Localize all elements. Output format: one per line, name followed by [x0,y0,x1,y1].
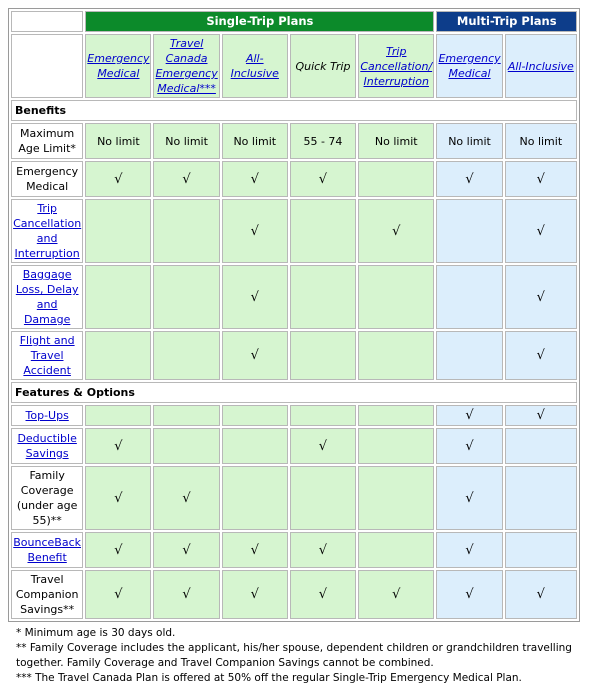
row-label-link[interactable]: Top-Ups [25,409,69,422]
check-mark-icon: √ [250,542,259,558]
cell-value: No limit [233,134,277,148]
value-cell [153,428,219,464]
value-cell [358,428,434,464]
check-mark-icon: √ [536,408,545,423]
row-label-cell [11,331,83,380]
value-cell [358,405,434,426]
footnote: ** Family Coverage includes the applicant, his/her spouse, dependent children or grandchildren travelling together. Family Coverage and Travel Companion Savings cannot be combined. [16,642,572,669]
feature-row [11,466,577,530]
plan-link[interactable]: Trip Cancellation/ Interruption [360,44,433,88]
value-cell [505,570,577,619]
section-header-row [11,382,577,403]
value-cell [290,161,356,197]
value-cell [358,570,434,619]
value-cell [290,570,356,619]
value-cell [290,405,356,426]
value-cell [436,405,502,426]
check-mark-icon: √ [536,171,545,187]
row-label-cell [11,265,83,329]
check-mark-icon: √ [114,490,123,506]
row-label-cell [11,428,83,464]
value-cell [85,428,151,464]
value-cell [436,199,502,263]
value-cell [358,161,434,197]
feature-row [11,428,577,464]
plan-name: Quick Trip [295,59,351,73]
value-cell [153,331,219,380]
plan-header-cell [290,34,356,98]
value-cell [85,161,151,197]
plan-name-row [11,34,577,98]
cell-value: No limit [97,134,140,148]
value-cell [505,405,577,426]
value-cell [505,161,577,197]
value-cell [153,265,219,329]
value-cell [222,405,288,426]
plan-comparison [8,8,580,684]
value-cell [505,466,577,530]
footnotes [16,626,590,686]
feature-row [11,199,577,263]
check-mark-icon: √ [318,587,328,602]
feature-row [11,161,577,197]
plan-link[interactable]: All-Inclusive [230,52,279,80]
row-label: Emergency Medical [16,165,79,193]
value-cell [358,123,434,159]
check-mark-icon: √ [114,587,123,602]
value-cell [358,331,434,380]
check-mark-icon: √ [250,223,259,239]
value-cell [358,466,434,530]
row-label-link[interactable]: Deductible Savings [17,432,77,460]
plan-header-cell [436,34,502,98]
row-label-link[interactable]: Trip Cancellation and Interruption [13,202,82,260]
cell-value: 55 - 74 [303,134,343,148]
cell-value: No limit [519,134,563,148]
value-cell [85,331,151,380]
value-cell [222,161,288,197]
value-cell [505,199,577,263]
value-cell [153,405,219,426]
plan-header-cell [85,34,151,98]
value-cell [85,265,151,329]
row-label-cell [11,532,83,568]
row-label-link[interactable]: Baggage Loss, Delay and Damage [15,268,79,326]
corner-cell [11,34,83,98]
check-mark-icon: √ [392,223,401,239]
value-cell [153,466,219,530]
check-mark-icon: √ [465,587,474,602]
value-cell [436,331,502,380]
value-cell [222,428,288,464]
value-cell [153,161,219,197]
value-cell [290,265,356,329]
value-cell [358,199,434,263]
value-cell [505,428,577,464]
value-cell [85,123,151,159]
value-cell [436,570,502,619]
check-mark-icon: √ [114,542,123,558]
section-header-row [11,100,577,121]
check-mark-icon: √ [536,289,545,305]
plan-link[interactable]: Emergency Medical [438,52,501,80]
row-label-cell [11,123,83,159]
value-cell [153,199,219,263]
check-mark-icon: √ [182,171,191,187]
check-mark-icon: √ [318,542,328,558]
value-cell [436,466,502,530]
cell-value: No limit [448,134,491,148]
check-mark-icon: √ [250,289,259,305]
value-cell [290,428,356,464]
value-cell [222,532,288,568]
check-mark-icon: √ [114,171,123,187]
plan-comparison-table [8,8,580,622]
value-cell [436,123,502,159]
cell-value: No limit [374,134,418,148]
value-cell [436,161,502,197]
feature-row [11,265,577,329]
value-cell [505,532,577,568]
section-title: Features & Options [11,382,577,403]
section-title: Benefits [11,100,577,121]
single-trip-plans-header: Single-Trip Plans [85,11,434,32]
value-cell [358,265,434,329]
value-cell [85,532,151,568]
value-cell [222,466,288,530]
group-header-row [11,11,577,32]
corner-cell [11,11,83,32]
row-label-link[interactable]: BounceBack Benefit [13,536,82,564]
feature-row [11,331,577,380]
value-cell [290,466,356,530]
value-cell [222,123,288,159]
plan-link[interactable]: Emergency Medical [87,52,150,80]
feature-row [11,570,577,619]
value-cell [85,466,151,530]
row-label-cell [11,570,83,619]
value-cell [290,123,356,159]
check-mark-icon: √ [465,408,474,423]
plan-header-cell [358,34,434,98]
value-cell [222,199,288,263]
cell-value: No limit [165,134,208,148]
check-mark-icon: √ [182,587,191,602]
plan-link[interactable]: Travel Canada Emergency Medical*** [155,37,218,95]
value-cell [436,428,502,464]
value-cell [153,532,219,568]
value-cell [505,123,577,159]
value-cell [85,570,151,619]
check-mark-icon: √ [318,171,328,187]
value-cell [85,405,151,426]
plan-header-cell [505,34,577,98]
value-cell [505,331,577,380]
value-cell [153,570,219,619]
value-cell [222,331,288,380]
check-mark-icon: √ [250,587,259,602]
check-mark-icon: √ [465,171,474,187]
check-mark-icon: √ [250,348,259,363]
feature-row [11,123,577,159]
value-cell [358,532,434,568]
value-cell [436,265,502,329]
footnote: *** The Travel Canada Plan is offered at 50% off the regular Single-Trip Emergency Medical Plan. [16,672,522,684]
value-cell [290,199,356,263]
check-mark-icon: √ [392,587,401,602]
check-mark-icon: √ [182,542,191,558]
footnote: * Minimum age is 30 days old. [16,627,176,639]
value-cell [153,123,219,159]
plan-header-cell [222,34,288,98]
multi-trip-plans-header: Multi-Trip Plans [436,11,577,32]
row-label-cell [11,466,83,530]
value-cell [222,570,288,619]
value-cell [222,265,288,329]
row-label-cell [11,161,83,197]
check-mark-icon: √ [114,438,123,454]
row-label-cell [11,405,83,426]
check-mark-icon: √ [465,490,474,506]
value-cell [436,532,502,568]
check-mark-icon: √ [250,171,259,187]
value-cell [290,331,356,380]
feature-row [11,532,577,568]
row-label: Maximum Age Limit* [18,127,76,155]
row-label-link[interactable]: Flight and Travel Accident [19,334,75,377]
row-label-cell [11,199,83,263]
value-cell [290,532,356,568]
value-cell [85,199,151,263]
check-mark-icon: √ [536,587,545,602]
check-mark-icon: √ [182,490,191,506]
plan-header-cell [153,34,219,98]
check-mark-icon: √ [465,438,474,454]
row-label: Travel Companion Savings** [15,573,79,616]
plan-link[interactable]: All-Inclusive [507,59,574,73]
check-mark-icon: √ [536,223,545,239]
check-mark-icon: √ [318,438,328,454]
row-label: Family Coverage (under age 55)** [16,469,78,527]
feature-row [11,405,577,426]
check-mark-icon: √ [465,542,474,558]
check-mark-icon: √ [536,348,545,363]
value-cell [505,265,577,329]
